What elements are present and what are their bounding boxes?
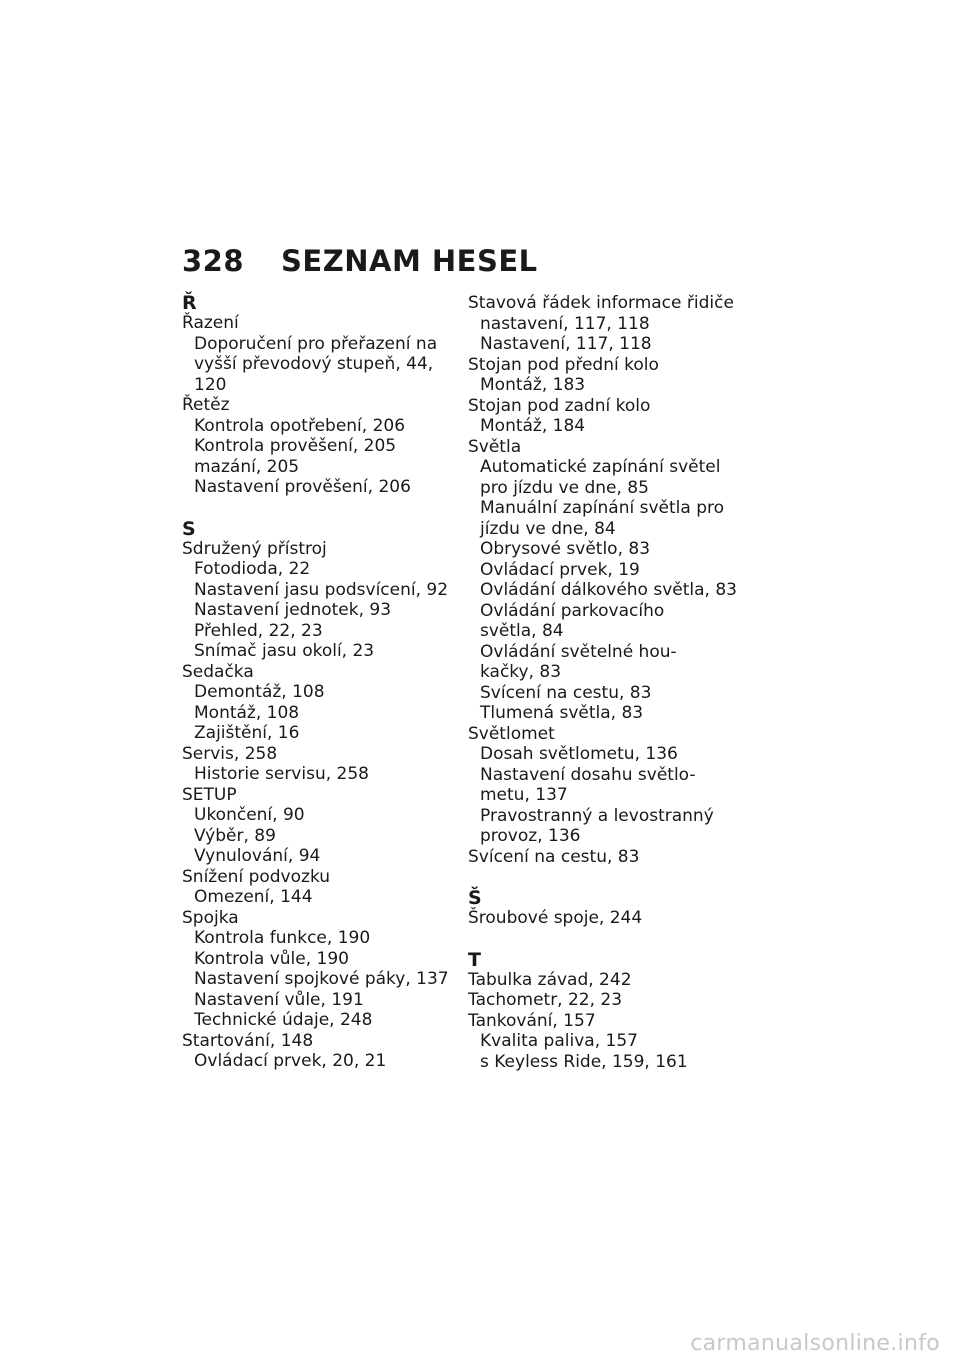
- index-subentry: Automatické zapínání světel: [480, 457, 721, 477]
- index-subentry: provoz, 136: [480, 826, 581, 846]
- index-term: Sedačka: [182, 661, 254, 682]
- index-subentry: Vynulování, 94: [194, 846, 321, 866]
- index-subentry: metu, 137: [480, 785, 568, 805]
- index-subentry: Pravostranný a levostranný: [480, 805, 714, 826]
- index-term: Sdružený přístroj: [182, 538, 327, 559]
- index-subentry: Kontrola opotřebení, 206: [194, 415, 406, 436]
- index-subentry: Tlumená světla, 83: [480, 703, 644, 723]
- index-subentry: Ovládací prvek, 19: [480, 559, 640, 580]
- index-term: Startování, 148: [182, 1030, 314, 1051]
- index-subentry: mazání, 205: [194, 456, 300, 477]
- index-subentry: Ukončení, 90: [194, 805, 305, 825]
- index-subentry: světla, 84: [480, 621, 564, 641]
- index-term: Řetěz: [182, 395, 230, 415]
- index-subentry: Fotodioda, 22: [194, 559, 311, 579]
- index-subentry: Kontrola vůle, 190: [194, 948, 349, 969]
- index-subentry: Omezení, 144: [194, 887, 313, 907]
- index-subentry: 120: [194, 374, 227, 395]
- index-term: Světlomet: [468, 723, 555, 744]
- index-subentry: s Keyless Ride, 159, 161: [480, 1051, 688, 1072]
- index-subentry: Nastavení dosahu světlo-: [480, 764, 696, 785]
- index-subentry: Přehled, 22, 23: [194, 620, 323, 641]
- index-letter-heading: Š: [468, 887, 482, 909]
- index-term: Stavová řádek informace řidiče: [468, 293, 734, 313]
- index-subentry: jízdu ve dne, 84: [480, 518, 616, 539]
- index-subentry: Manuální zapínání světla pro: [480, 498, 725, 518]
- index-subentry: Výběr, 89: [194, 825, 276, 846]
- index-column-left: [182, 293, 457, 1072]
- index-subentry: Nastavení prověšení, 206: [194, 477, 411, 497]
- index-subentry: kačky, 83: [480, 662, 562, 682]
- index-subentry: Ovládání parkovacího: [480, 600, 665, 621]
- index-subentry: Montáž, 184: [480, 416, 586, 436]
- index-term: SETUP: [182, 784, 237, 805]
- index-term: Stojan pod zadní kolo: [468, 395, 651, 416]
- index-term: Tankování, 157: [468, 1010, 596, 1031]
- index-subentry: Ovládání dálkového světla, 83: [480, 580, 737, 600]
- watermark: carmanualsonline.info: [690, 1331, 940, 1356]
- index-subentry: Montáž, 108: [194, 702, 300, 723]
- index-subentry: Ovládání světelné hou-: [480, 641, 677, 662]
- index-subentry: Svícení na cestu, 83: [480, 682, 652, 703]
- index-subentry: Montáž, 183: [480, 375, 586, 395]
- page-header: [182, 244, 538, 278]
- index-subentry: Dosah světlometu, 136: [480, 744, 678, 764]
- index-subentry: Nastavení jasu podsvícení, 92: [194, 579, 449, 600]
- index-subentry: Nastavení spojkové páky, 137: [194, 969, 449, 989]
- index-subentry: Ovládací prvek, 20, 21: [194, 1051, 387, 1071]
- index-term: Stojan pod přední kolo: [468, 354, 659, 375]
- index-subentry: Snímač jasu okolí, 23: [194, 641, 375, 661]
- index-subentry: Demontáž, 108: [194, 682, 325, 702]
- index-letter-heading: T: [468, 948, 481, 971]
- index-letter-heading: S: [182, 517, 196, 540]
- index-letter-heading: Ř: [182, 292, 197, 314]
- index-subentry: vyšší převodový stupeň, 44,: [194, 354, 434, 374]
- index-subentry: pro jízdu ve dne, 85: [480, 477, 649, 498]
- index-subentry: Nastavení vůle, 191: [194, 989, 364, 1010]
- index-term: Řazení: [182, 313, 239, 333]
- index-term: Tabulka závad, 242: [468, 969, 632, 990]
- index-subentry: Kontrola prověšení, 205: [194, 436, 397, 456]
- index-subentry: Nastavení, 117, 118: [480, 334, 652, 354]
- index-subentry: Nastavení jednotek, 93: [194, 600, 392, 620]
- index-subentry: Kontrola funkce, 190: [194, 928, 371, 948]
- index-subentry: Historie servisu, 258: [194, 764, 369, 784]
- index-subentry: Zajištění, 16: [194, 723, 300, 743]
- index-term: Snížení podvozku: [182, 866, 331, 887]
- index-column-right: [468, 293, 743, 1072]
- page-number: 328: [182, 244, 245, 278]
- index-subentry: Doporučení pro přeřazení na: [194, 333, 438, 354]
- index-term: Svícení na cestu, 83: [468, 846, 640, 867]
- index-term: Šroubové spoje, 244: [468, 908, 643, 928]
- index-term: Spojka: [182, 907, 239, 928]
- index-subentry: nastavení, 117, 118: [480, 313, 650, 334]
- page-title: SEZNAM HESEL: [281, 244, 538, 278]
- index-term: Světla: [468, 436, 522, 457]
- index-term: Tachometr, 22, 23: [468, 990, 623, 1010]
- index-subentry: Obrysové světlo, 83: [480, 539, 651, 559]
- index-term: Servis, 258: [182, 743, 278, 764]
- index-subentry: Kvalita paliva, 157: [480, 1031, 638, 1051]
- index-subentry: Technické údaje, 248: [194, 1010, 373, 1030]
